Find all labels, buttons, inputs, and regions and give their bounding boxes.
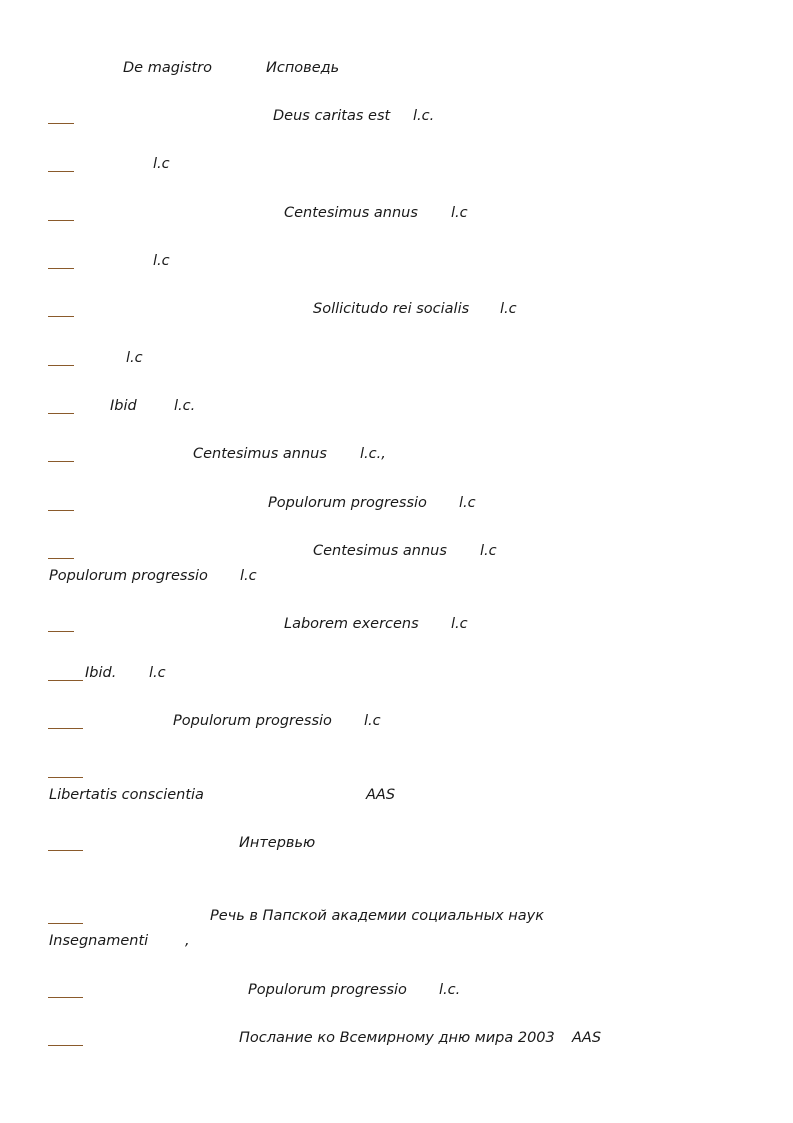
work-title: Centesimus annus: [313, 543, 447, 559]
footnote-rule: [48, 923, 83, 924]
citation-ref: l.c: [149, 665, 166, 681]
work-title: Libertatis conscientia: [49, 787, 204, 803]
footnote-rule: [48, 631, 74, 632]
work-title: Populorum progressio: [248, 982, 407, 998]
footnote-rule: [48, 728, 83, 729]
work-title: Centesimus annus: [193, 446, 327, 462]
punctuation: ,: [185, 933, 190, 949]
citation-ref: l.c: [126, 350, 143, 366]
footnote-rule: [48, 316, 74, 317]
citation-ref: l.c: [500, 301, 517, 317]
work-title: Insegnamenti: [49, 933, 149, 949]
citation-ref: l.c: [451, 616, 468, 632]
citation-ref: l.c: [153, 253, 170, 269]
citation-ref: l.c.: [174, 398, 196, 414]
citation-ref: l.c: [451, 205, 468, 221]
footnote-rule: [48, 461, 74, 462]
citation-ref: l.c: [153, 156, 170, 172]
work-title: Deus caritas est: [273, 108, 391, 124]
citation-ref: l.c: [364, 713, 381, 729]
citation-ref: AAS: [366, 787, 396, 803]
citation-ref: l.c.: [439, 982, 461, 998]
citation-ref: Ibid: [110, 398, 137, 414]
footnote-rule: [48, 123, 74, 124]
citation-ref: l.c: [480, 543, 497, 559]
work-title: Populorum progressio: [49, 568, 208, 584]
footnote-rule: [48, 777, 83, 778]
citation-ref: AAS: [572, 1030, 602, 1046]
work-title: Centesimus annus: [284, 205, 418, 221]
work-title: Речь в Папской академии социальных наук: [210, 908, 544, 924]
work-title: Sollicitudo rei socialis: [313, 301, 470, 317]
footnote-rule: [48, 220, 74, 221]
citation-ref: l.c: [459, 495, 476, 511]
work-title: Послание ко Всемирному дню мира 2003: [239, 1030, 555, 1046]
work-title: De magistro: [123, 60, 213, 76]
citation-ref: Ibid.: [85, 665, 117, 681]
work-title: Laborem exercens: [284, 616, 419, 632]
citation-ref: l.c.,: [360, 446, 386, 462]
footnote-rule: [48, 413, 74, 414]
footnote-rule: [48, 680, 83, 681]
citation-ref: l.c.: [413, 108, 435, 124]
footnote-rule: [48, 510, 74, 511]
footnote-rule: [48, 850, 83, 851]
footnote-rule: [48, 365, 74, 366]
work-title: Исповедь: [266, 60, 340, 76]
citation-ref: l.c: [240, 568, 257, 584]
footnote-rule: [48, 1045, 83, 1046]
footnote-rule: [48, 268, 74, 269]
footnote-rule: [48, 171, 74, 172]
footnote-rule: [48, 558, 74, 559]
work-title: Populorum progressio: [173, 713, 332, 729]
work-title: Populorum progressio: [268, 495, 427, 511]
footnote-rule: [48, 997, 83, 998]
work-title: Интервью: [239, 835, 316, 851]
